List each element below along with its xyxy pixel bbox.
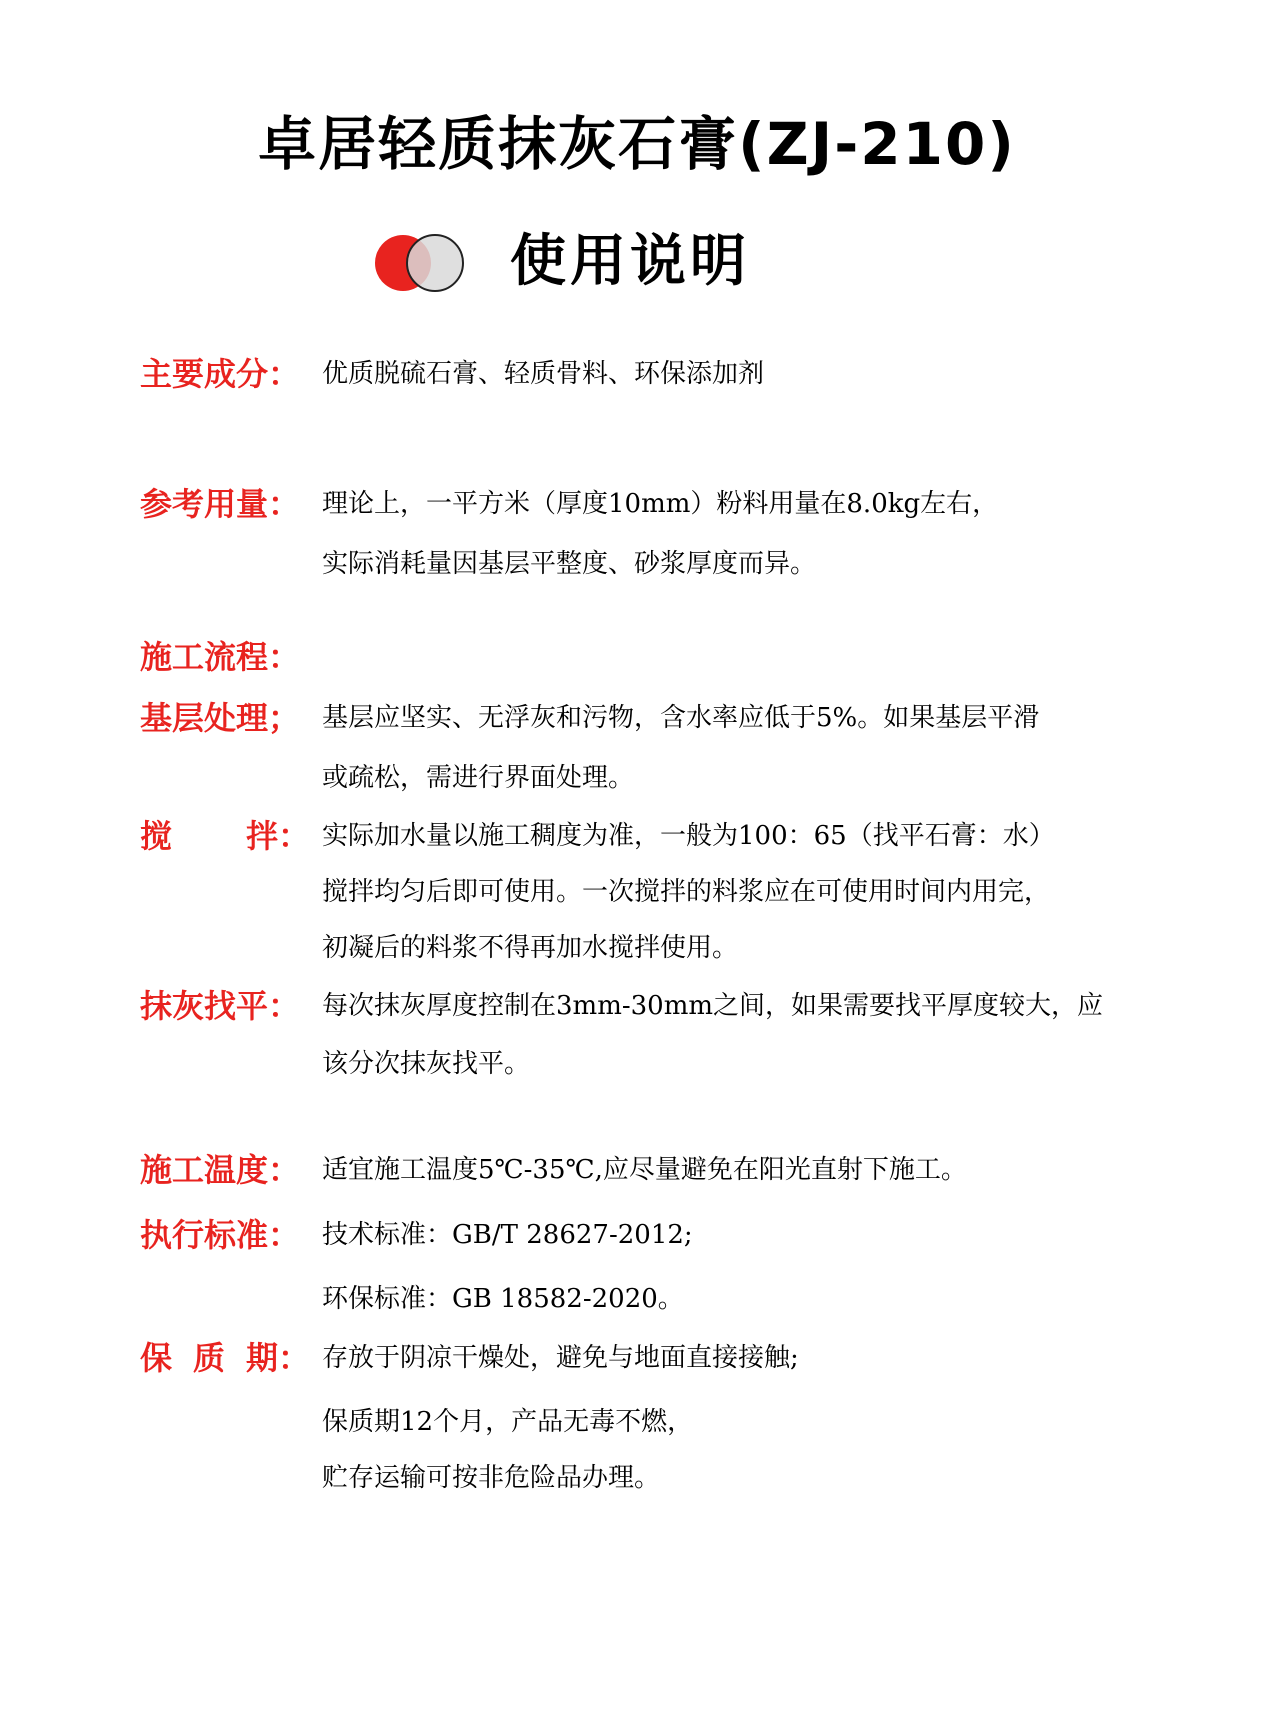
section-content xyxy=(322,1215,693,1319)
content-line: 搅拌均匀后即可使用。一次搅拌的料浆应在可使用时间内用完， xyxy=(322,877,1051,907)
content-line: 该分次抹灰找平。 xyxy=(322,1049,531,1079)
content-line: 优质脱硫石膏、轻质骨料、环保添加剂 xyxy=(322,359,765,389)
content-line: 保质期12个月，产品无毒不燃， xyxy=(322,1407,694,1437)
label-part: 拌： xyxy=(245,817,310,855)
section-label: 施工流程： xyxy=(140,638,301,676)
section-label xyxy=(140,1338,310,1378)
page-subtitle: 使用说明 xyxy=(510,229,750,294)
content-line: 或疏松，需进行界面处理。 xyxy=(322,763,635,793)
section-content xyxy=(322,986,1103,1084)
section-content xyxy=(322,354,764,394)
section-content xyxy=(322,698,1039,798)
content-line: 环保标准：GB 18582-2020。 xyxy=(322,1284,684,1314)
content-line: 初凝后的料浆不得再加水搅拌使用。 xyxy=(322,933,739,963)
label-part: 搅 xyxy=(140,817,173,855)
section-content xyxy=(322,1150,967,1190)
content-line: 每次抹灰厚度控制在3mm-30mm之间，如果需要找平厚度较大，应 xyxy=(322,991,1104,1021)
label-part: 期： xyxy=(245,1339,310,1377)
content-line: 技术标准：GB/T 28627-2012; xyxy=(322,1220,693,1250)
content-line: 实际加水量以施工稠度为准，一般为100：65（找平石膏：水） xyxy=(322,821,1055,851)
content-line: 存放于阴凉干燥处，避免与地面直接接触; xyxy=(322,1343,799,1373)
page-title: 卓居轻质抹灰石膏(ZJ-210) xyxy=(258,110,1016,178)
content-line: 实际消耗量因基层平整度、砂浆厚度而异。 xyxy=(322,549,817,579)
label-part: 保 xyxy=(140,1339,173,1377)
content-line: 适宜施工温度5℃-35℃,应尽量避免在阳光直射下施工。 xyxy=(322,1155,967,1185)
section-label: 施工温度： xyxy=(140,1151,301,1189)
section-label: 抹灰找平： xyxy=(140,987,301,1025)
section-label xyxy=(140,816,310,856)
content-line: 基层应坚实、无浮灰和污物，含水率应低于5%。如果基层平滑 xyxy=(322,703,1040,733)
section-label: 基层处理； xyxy=(140,699,301,737)
content-line: 贮存运输可按非危险品办理。 xyxy=(322,1463,661,1493)
section-content xyxy=(322,816,1055,968)
content-line: 理论上，一平方米（厚度10mm）粉料用量在8.0kg左右， xyxy=(322,489,999,519)
overlapping-circles-logo-icon xyxy=(372,232,468,294)
section-content xyxy=(322,1338,799,1498)
section-label: 参考用量： xyxy=(140,485,301,523)
section-content xyxy=(322,484,998,584)
section-label: 执行标准： xyxy=(140,1216,301,1254)
section-label: 主要成分： xyxy=(140,355,301,393)
label-part: 质 xyxy=(192,1339,225,1377)
